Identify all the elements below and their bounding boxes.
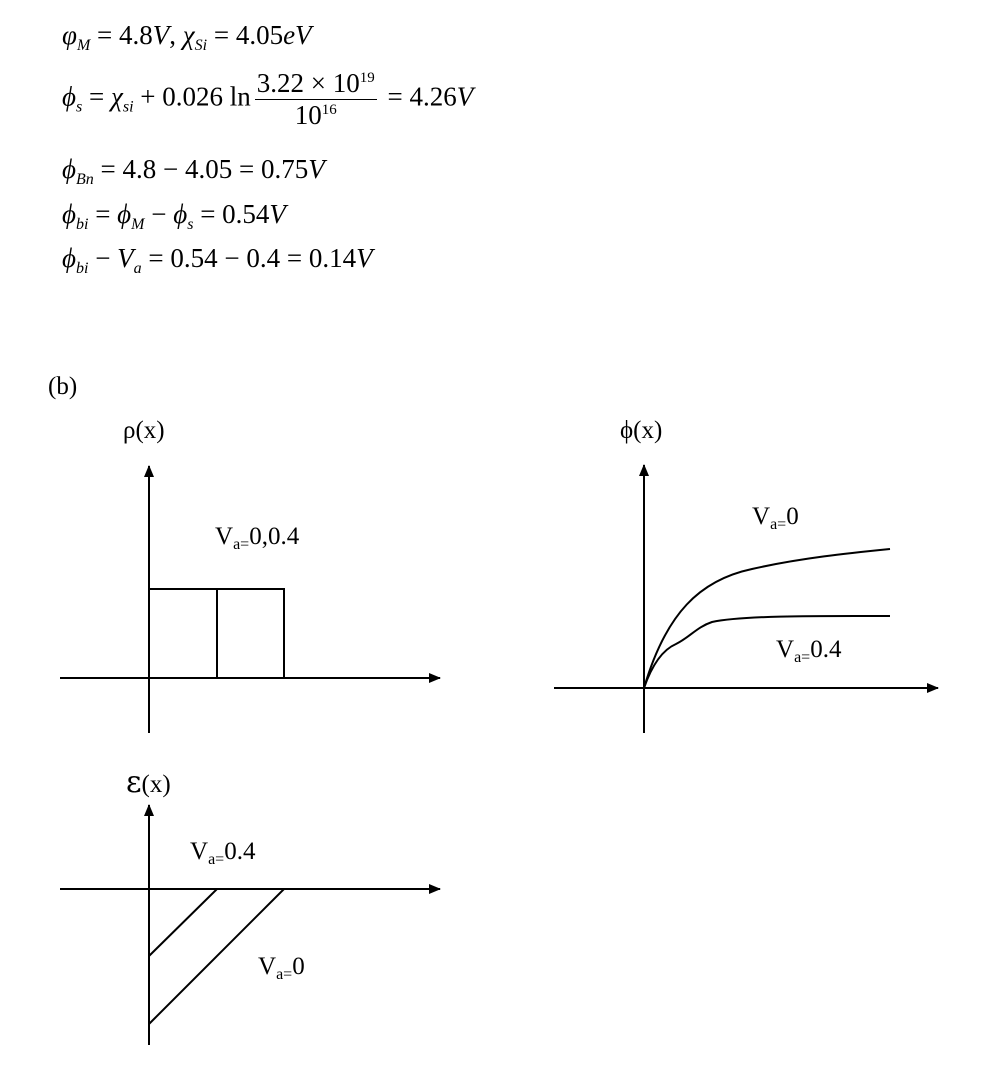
chi-unit: eV: [283, 20, 312, 50]
phi-s-symbol: ϕ: [173, 199, 188, 229]
chi-subscript: Si: [194, 37, 208, 54]
separator: ,: [169, 20, 183, 50]
rho-ylabel: ρ(x): [123, 417, 165, 444]
phi-bi-unit: V: [269, 199, 286, 229]
phi-bi-symbol: ϕ: [62, 243, 76, 273]
phi-curve-va0: [644, 549, 890, 688]
chi-symbol: χ: [110, 81, 123, 112]
phi-s-result: = 4.26: [380, 81, 457, 112]
minus: −: [144, 199, 174, 229]
field-plot: [60, 805, 440, 1045]
part-label: (b): [48, 373, 78, 400]
phi-bi-subscript: bi: [75, 260, 89, 277]
field-line-va04: [149, 889, 217, 956]
field-label-va04: $V_{a=}0.4$: [190, 838, 256, 868]
chi-subscript: si: [122, 98, 134, 116]
phi-bi-result: = 0.54: [193, 199, 270, 229]
minus: −: [88, 243, 118, 273]
phi-bi-symbol: ϕ: [62, 199, 76, 229]
phi-label-va0: $V_{a=}0$: [752, 503, 799, 533]
va-subscript: a: [133, 260, 142, 277]
phi-m-subscript: M: [131, 216, 145, 233]
field-line-va0: [149, 889, 284, 1024]
difference-unit: V: [356, 243, 373, 273]
equals: =: [82, 81, 111, 112]
phi-s-subscript: s: [75, 98, 83, 116]
field-ylabel: ε(x): [126, 765, 171, 800]
phi-m-unit: V: [152, 20, 170, 50]
phi-bn-unit: V: [308, 154, 325, 184]
fraction-denominator: $10^{16}$: [294, 100, 337, 130]
field-label-va0: $V_{a=}0$: [258, 953, 305, 983]
phi-bi-subscript: bi: [75, 216, 89, 233]
phi-bn-value: = 4.8 − 4.05 = 0.75: [93, 154, 309, 184]
va-symbol: V: [117, 243, 134, 273]
phi-label-va04: $V_{a=}0.4$: [776, 636, 842, 666]
phi-m-value: = 4.8: [90, 20, 153, 50]
rho-curve-label: $V_{a=}0,0.4$: [215, 523, 300, 553]
equals: =: [88, 199, 118, 229]
phi-s-symbol: ϕ: [62, 81, 76, 112]
phi-bn-subscript: Bn: [75, 171, 94, 188]
phi-m-symbol: ϕ: [117, 199, 132, 229]
phi-s-unit: V: [456, 81, 474, 112]
phi-bn-symbol: ϕ: [62, 154, 76, 184]
phi-plot: [554, 465, 938, 733]
phi-s-subscript: s: [187, 216, 194, 233]
phi-curve-va04: [644, 616, 890, 688]
chi-symbol: χ: [182, 20, 195, 50]
phi-m-symbol: φ: [62, 20, 77, 50]
phi-ylabel: ϕ(x): [620, 417, 663, 444]
fraction-numerator: $3.22 \times 10^{19}$: [256, 68, 375, 98]
rho-plot: [60, 466, 440, 733]
chi-value: = 4.05: [207, 20, 284, 50]
difference-value: = 0.54 − 0.4 = 0.14: [141, 243, 357, 273]
phi-m-subscript: M: [76, 37, 91, 54]
log-term: + 0.026 ln: [133, 81, 251, 112]
